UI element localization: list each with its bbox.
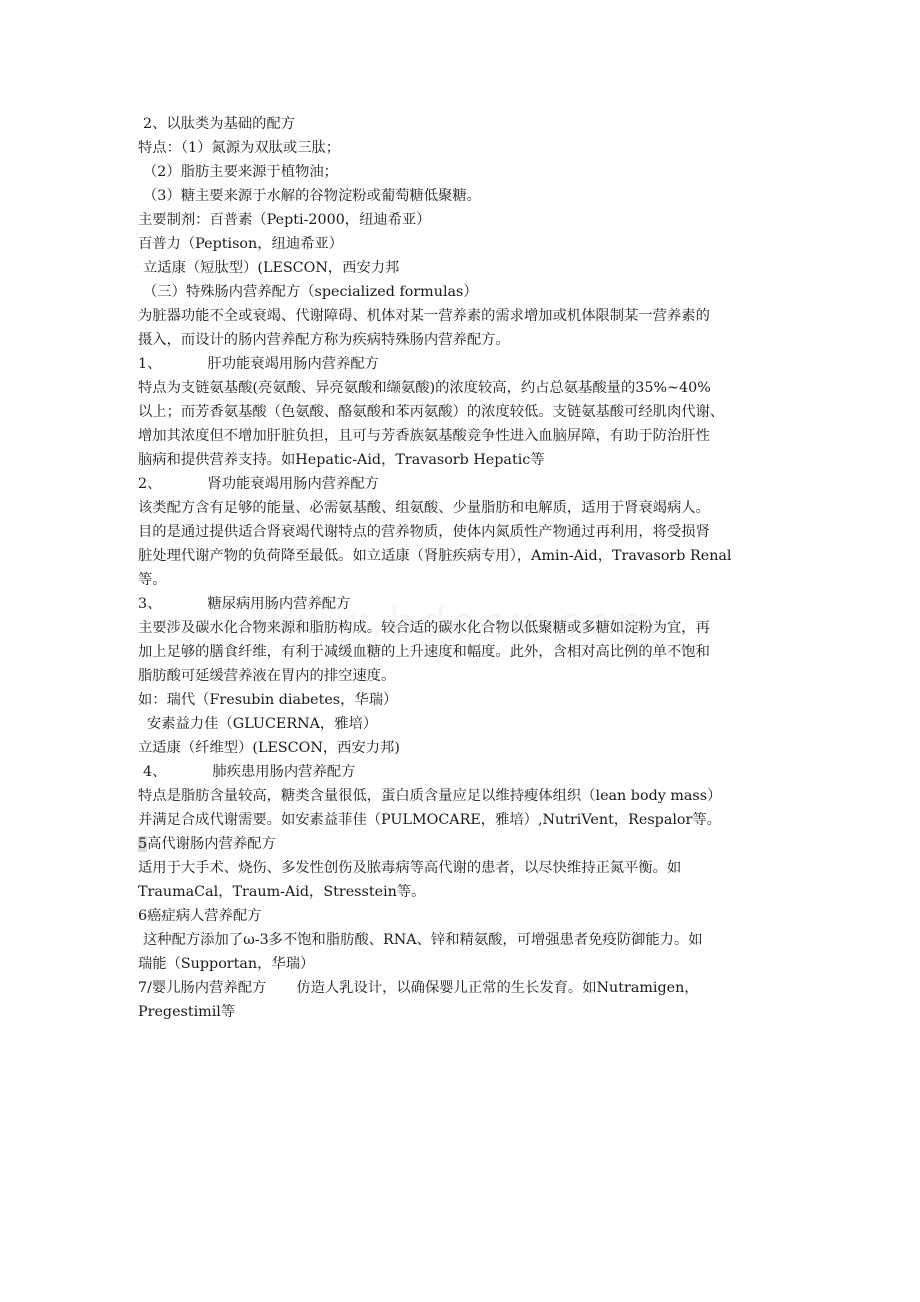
paragraph-line: （3）糖主要来源于水解的谷物淀粉或葡萄糖低聚糖。 bbox=[143, 188, 481, 204]
paragraph-line: 以上；而芳香氨基酸（色氨酸、酪氨酸和苯丙氨酸）的浓度较低。支链氨基酸可经肌肉代谢、 bbox=[138, 404, 725, 420]
paragraph-line: 脏处理代谢产物的负荷降至最低。如立适康（肾脏疾病专用），Amin-Aid，Travasorb Renal bbox=[138, 548, 732, 564]
paragraph-line: 目的是通过提供适合肾衰竭代谢特点的营养物质，使体内氮质性产物通过再利用，将受损肾 bbox=[138, 524, 710, 540]
heading-liver bbox=[138, 352, 788, 376]
paragraph-line: 瑞能（Supportan，华瑞） bbox=[138, 956, 315, 972]
paragraph-line: 立适康（短肽型）(LESCON，西安力邦 bbox=[143, 260, 400, 276]
paragraph-line: （2）脂肪主要来源于植物油； bbox=[143, 164, 338, 180]
heading-text: 糖尿病用肠内营养配方 bbox=[207, 596, 351, 612]
paragraph-line: 等。 bbox=[138, 572, 167, 588]
paragraph-line: 为脏器功能不全或衰竭、代谢障碍、机体对某一营养素的需求增加或机体限制某一营养素的 bbox=[138, 308, 710, 324]
heading-text: 肝功能衰竭用肠内营养配方 bbox=[207, 356, 379, 372]
heading-number: 3、 bbox=[138, 596, 162, 612]
heading-lung bbox=[138, 760, 793, 784]
heading-number: 1、 bbox=[138, 356, 162, 372]
heading-number: 4、 bbox=[143, 764, 167, 780]
heading-kidney bbox=[138, 472, 788, 496]
paragraph-line: 主要制剂：百普素（Pepti-2000，纽迪希亚） bbox=[138, 212, 431, 228]
paragraph-line: 脂肪酸可延缓营养液在胃内的排空速度。 bbox=[138, 668, 396, 684]
paragraph-line: 主要涉及碳水化合物来源和脂肪构成。较合适的碳水化合物以低聚糖或多糖如淀粉为宜，再 bbox=[138, 620, 710, 636]
paragraph-line: 特点是脂肪含量较高，糖类含量很低，蛋白质含量应足以维持瘦体组织（lean body mass） bbox=[138, 788, 722, 804]
heading-text: 肺疾患用肠内营养配方 bbox=[212, 764, 356, 780]
paragraph-line: 脑病和提供营养支持。如Hepatic-Aid，Travasorb Hepatic等 bbox=[138, 452, 545, 468]
paragraph-line: TraumaCal，Traum-Aid，Stresstein等。 bbox=[138, 884, 426, 900]
paragraph-line: 增加其浓度但不增加肝脏负担，且可与芳香族氨基酸竞争性进入血脑屏障，有助于防治肝性 bbox=[138, 428, 710, 444]
section-title-peptide: 2、以肽类为基础的配方 bbox=[143, 116, 296, 132]
heading-diabetes bbox=[138, 592, 788, 616]
section-title-special: （三）特殊肠内营养配方（specialized formulas） bbox=[143, 284, 478, 300]
heading-hypermetabolic bbox=[138, 832, 788, 856]
heading-text: 高代谢肠内营养配方 bbox=[147, 836, 276, 852]
paragraph-line: 特点：（1）氮源为双肽或三肽； bbox=[138, 140, 341, 156]
heading-infant bbox=[138, 976, 788, 1000]
heading-number: 2、 bbox=[138, 476, 162, 492]
paragraph-line: 该类配方含有足够的能量、必需氨基酸、组氨酸、少量脂肪和电解质，适用于肾衰竭病人。 bbox=[138, 500, 710, 516]
paragraph-line: 立适康（纤维型）(LESCON，西安力邦) bbox=[138, 740, 400, 756]
paragraph-line: 特点为支链氨基酸(亮氨酸、异亮氨酸和缬氨酸)的浓度较高，约占总氨基酸量的35%~40% bbox=[138, 380, 711, 396]
paragraph-line: Pregestimil等 bbox=[138, 1004, 236, 1020]
paragraph-line: 这种配方添加了ω-3多不饱和脂肪酸、RNA、锌和精氨酸，可增强患者免疫防御能力。如 bbox=[143, 932, 703, 948]
paragraph-line: 百普力（Peptison，纽迪希亚） bbox=[138, 236, 344, 252]
paragraph-line: 并满足合成代谢需要。如安素益菲佳（PULMOCARE，雅培）,NutriVent，Respalor等。 bbox=[138, 812, 721, 828]
heading-text: 肾功能衰竭用肠内营养配方 bbox=[207, 476, 379, 492]
paragraph-line: 如：瑞代（Fresubin diabetes，华瑞） bbox=[138, 692, 398, 708]
paragraph-line: 适用于大手术、烧伤、多发性创伤及脓毒病等高代谢的患者，以尽快维持正氮平衡。如 bbox=[138, 860, 682, 876]
paragraph-line: 摄入，而设计的肠内营养配方称为疾病特殊肠内营养配方。 bbox=[138, 332, 510, 348]
paragraph-line: 加上足够的膳食纤维，有利于减缓血糖的上升速度和幅度。此外，含相对高比例的单不饱和 bbox=[138, 644, 710, 660]
heading-text: 7/婴儿肠内营养配方 bbox=[138, 980, 267, 996]
highlighted-number: 5 bbox=[138, 836, 148, 852]
heading-cancer: 6癌症病人营养配方 bbox=[138, 908, 262, 924]
paragraph-line: 安素益力佳（GLUCERNA，雅培） bbox=[147, 716, 378, 732]
paragraph-text: 仿造人乳设计，以确保婴儿正常的生长发育。如Nutramigen， bbox=[296, 980, 699, 996]
